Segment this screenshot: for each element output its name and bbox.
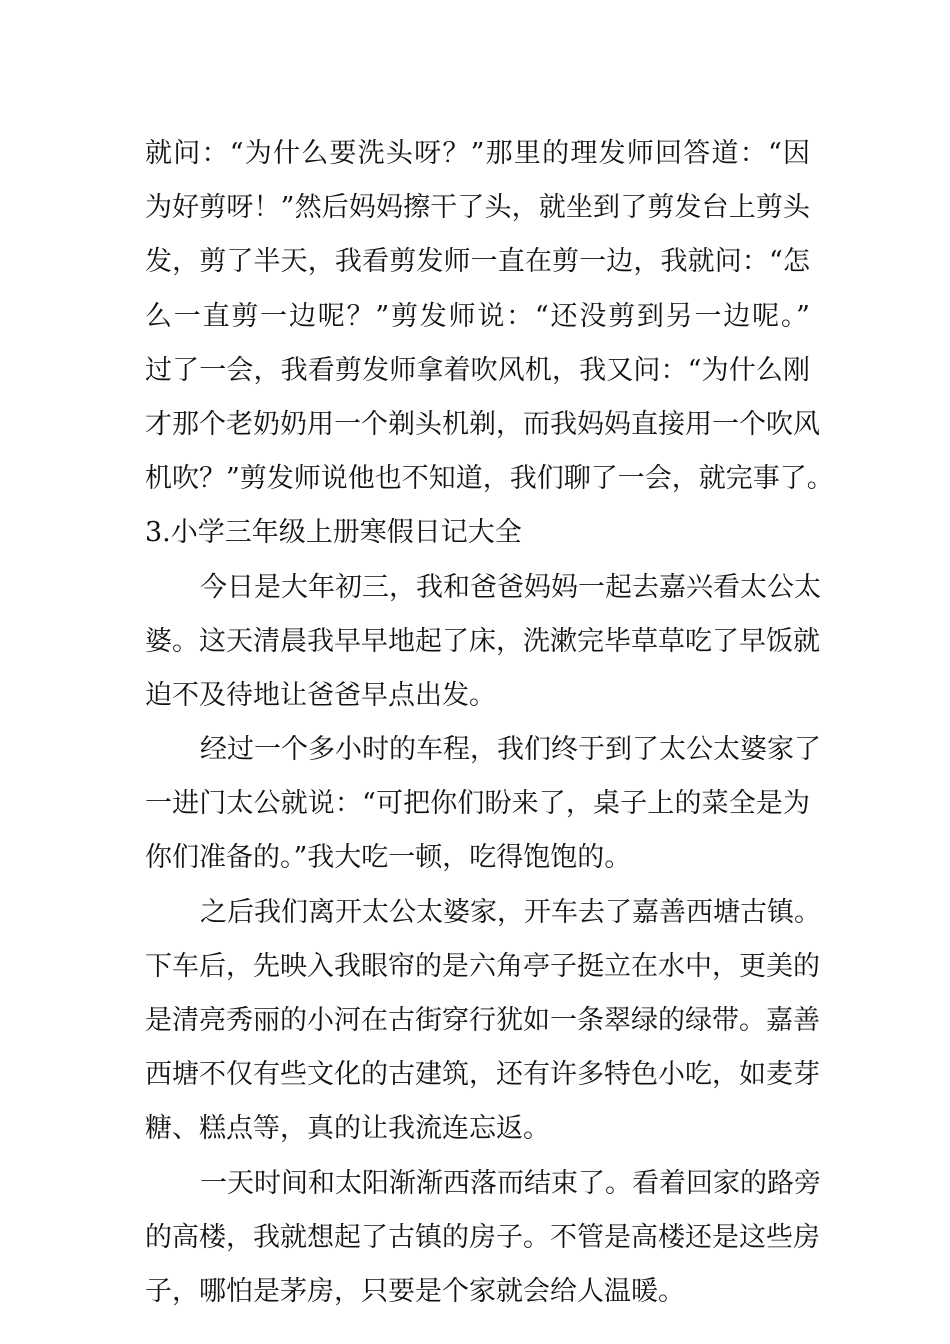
paragraph-last-line: 子，哪怕是茅房，只要是个家就会给人温暖。 <box>145 1275 685 1307</box>
paragraph-first-line: 今日是大年初三，我和爸爸妈妈一起去嘉兴看太公太 <box>200 571 821 603</box>
section-heading: 3.小学三年级上册寒假日记大全 <box>145 517 522 549</box>
text-line: 才那个老奶奶用一个剃头机剃，而我妈妈直接用一个吹风 <box>145 408 820 440</box>
text-line: 西塘不仅有些文化的古建筑，还有许多特色小吃，如麦芽 <box>145 1059 820 1091</box>
paragraph-first-line: 之后我们离开太公太婆家，开车去了嘉善西塘古镇。 <box>200 896 821 928</box>
text-line: 的高楼，我就想起了古镇的房子。不管是高楼还是这些房 <box>145 1221 820 1253</box>
text-line: 下车后，先映入我眼帘的是六角亭子挺立在水中，更美的 <box>145 950 820 982</box>
paragraph-last-line: 迫不及待地让爸爸早点出发。 <box>145 679 496 711</box>
document-body <box>145 127 834 1319</box>
text-line: 一进门太公就说：“可把你们盼来了，桌子上的菜全是为 <box>145 788 810 820</box>
text-line: 为好剪呀！”然后妈妈擦干了头，就坐到了剪发台上剪头 <box>145 192 810 224</box>
text-line: 发，剪了半天，我看剪发师一直在剪一边，我就问：“怎 <box>145 246 810 278</box>
text-line: 就问：“为什么要洗头呀？”那里的理发师回答道：“因 <box>145 138 810 169</box>
text-line: 机吹？”剪发师说他也不知道，我们聊了一会，就完事了。 <box>145 463 834 495</box>
paragraph-first-line: 经过一个多小时的车程，我们终于到了太公太婆家了 <box>200 734 821 766</box>
text-line: 婆。这天清晨我早早地起了床，洗漱完毕草草吃了早饭就 <box>145 625 820 657</box>
text-line: 过了一会，我看剪发师拿着吹风机，我又问：“为什么刚 <box>145 354 810 386</box>
text-line: 是清亮秀丽的小河在古街穿行犹如一条翠绿的绿带。嘉善 <box>145 1005 820 1036</box>
paragraph-last-line: 你们准备的。”我大吃一顿，吃得饱饱的。 <box>145 842 632 874</box>
paragraph-last-line: 糖、糕点等，真的让我流连忘返。 <box>145 1113 550 1145</box>
text-line: 么一直剪一边呢？”剪发师说：“还没剪到另一边呢。” <box>145 300 810 332</box>
paragraph-first-line: 一天时间和太阳渐渐西落而结束了。看着回家的路旁 <box>200 1167 821 1199</box>
